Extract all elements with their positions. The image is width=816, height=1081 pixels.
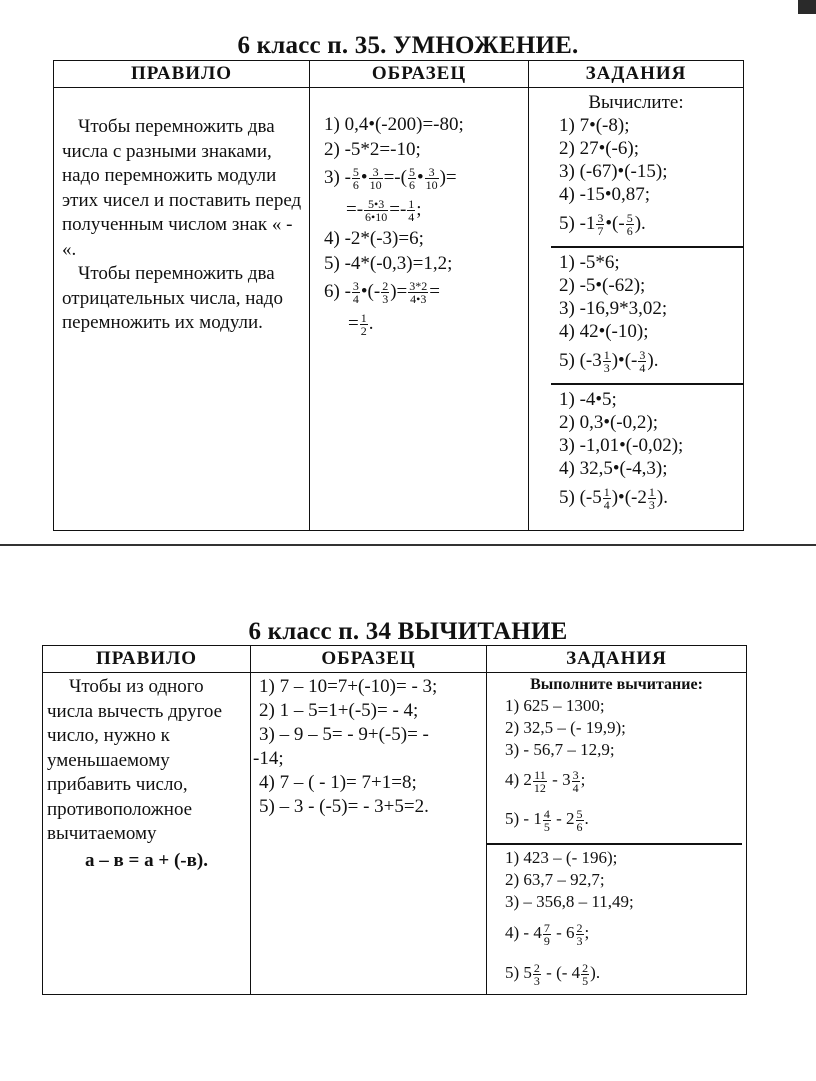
sheet2-g2-task-3: 3) – 356,8 – 11,49;	[505, 892, 634, 911]
sheet1-g1-task-1: 1) 7•(-8);	[559, 115, 630, 136]
sheet1-g2-task-2: 2) -5•(-62);	[559, 275, 646, 296]
sheet2-g2-task-4: 4) - 4 $\frac{7}{9}$ - 6 $\frac{2}{3}$ ;	[505, 920, 590, 948]
sheet2-g1-task-1: 1) 625 – 1300;	[505, 696, 605, 715]
sheet1-g3-task-2: 2) 0,3•(-0,2);	[559, 412, 658, 433]
sheet2-example-2: 2) 1 – 5=1+(-5)= - 4;	[259, 700, 419, 721]
sheet1-g3-task-5: 5) (-5 $\frac{1}{4}$ )•(-2 $\frac{1}{3}$ ).	[559, 485, 668, 513]
sheet2-rule-cell	[43, 673, 251, 995]
sheet1-example-1: 1) 0,4•(-200)=-80;	[324, 114, 464, 135]
sheet2-task-group-2	[487, 843, 742, 993]
sheet2-table	[42, 645, 747, 995]
sheet1-g1-task-3: 3) (-67)•(-15);	[559, 161, 668, 182]
sheet2-header-tasks: ЗАДАНИЯ	[487, 646, 747, 673]
sheet1-g3-task-1: 1) -4•5;	[559, 389, 617, 410]
sheet1-g3-task-3: 3) -1,01•(-0,02);	[559, 435, 684, 456]
sheet1-title: 6 класс п. 35. УМНОЖЕНИЕ.	[237, 32, 579, 59]
sheet1-header-tasks: ЗАДАНИЯ	[529, 61, 744, 88]
sheet2-g2-task-5: 5) 5 $\frac{2}{3}$ - (- 4 $\frac{2}{5}$ ).	[505, 960, 601, 988]
sheet1-example-6: 6) - $\frac{3}{4}$ •(- $\frac{2}{3}$ )= $\frac{3*2}{4•3}$ =	[324, 279, 440, 307]
sheet1-header-rule: ПРАВИЛО	[54, 61, 310, 88]
sheet1-rule-para2: Чтобы перемножить два отрицательных числа, надо перемножить их модули.	[62, 263, 283, 333]
sheet1-g2-task-5: 5) (-3 $\frac{1}{3}$ )•(- $\frac{3}{4}$ ).	[559, 348, 659, 376]
sheet1-g1-task-4: 4) -15•0,87;	[559, 184, 651, 205]
sheet2-example-4: 4) 7 – ( - 1)= 7+1=8;	[259, 772, 417, 793]
sheet1-example-3-cont: =- $\frac{5•3}{6•10}$ =- $\frac{1}{4}$ ;	[346, 197, 422, 225]
sheet2-rule-formula: а – в = а + (-в).	[85, 849, 208, 871]
sheet1-example-3: 3) - $\frac{5}{6}$ • $\frac{3}{10}$ =-( $\frac{5}{6}$ • $\frac{3}{10}$ )=	[324, 165, 457, 193]
sheet1-task-group-2	[551, 246, 743, 383]
sheet1-tasks-cell	[529, 88, 744, 531]
sheet2-g2-task-2: 2) 63,7 – 92,7;	[505, 870, 605, 889]
sheet2-task-group-1	[487, 695, 746, 843]
sheet1-table	[53, 60, 744, 531]
sheet2-g1-task-4: 4) 2 $\frac{11}{12}$ - 3 $\frac{3}{4}$ ;	[505, 767, 586, 795]
sheet1-example-5: 5) -4*(-0,3)=1,2;	[324, 253, 453, 274]
scan-corner-mark	[798, 0, 816, 14]
sheet2-g2-task-1: 1) 423 – (- 196);	[505, 848, 618, 867]
sheet2-g1-task-5: 5) - 1 $\frac{4}{5}$ - 2 $\frac{5}{6}$ .	[505, 806, 589, 834]
sheet2-example-3-cont: -14;	[253, 748, 284, 769]
sheet2-title: 6 класс п. 34 ВЫЧИТАНИЕ	[248, 618, 568, 645]
sheet2-tasks-cell	[487, 673, 747, 995]
sheet1-g2-task-1: 1) -5*6;	[559, 252, 620, 273]
sheet2-example-cell	[251, 673, 487, 995]
sheet1-g3-task-4: 4) 32,5•(-4,3);	[559, 458, 668, 479]
sheet2-example-3: 3) – 9 – 5= - 9+(-5)= -	[259, 724, 429, 745]
sheet1-rule-para1: Чтобы перемножить два числа с разными знаками, надо перемножить модули этих чисел и поставить перед полученным числом знак « - «.	[62, 116, 302, 260]
sheet1-example-6-cont: = $\frac{1}{2}$ .	[348, 311, 374, 339]
sheet1-g1-task-5: 5) -1 $\frac{3}{7}$ •(- $\frac{5}{6}$ ).	[559, 211, 646, 239]
sheet2-g1-task-2: 2) 32,5 – (- 19,9);	[505, 718, 626, 737]
sheet2-example-1: 1) 7 – 10=7+(-10)= - 3;	[259, 676, 438, 697]
sheet1-g2-task-3: 3) -16,9*3,02;	[559, 298, 668, 319]
sheet2-example-5: 5) – 3 - (-5)= - 3+5=2.	[259, 796, 429, 817]
sheet1-example-2: 2) -5*2=-10;	[324, 139, 421, 160]
sheet-divider-line	[0, 544, 816, 546]
sheet2-g1-task-3: 3) - 56,7 – 12,9;	[505, 740, 615, 759]
sheet1-rule-cell	[54, 88, 310, 531]
sheet1-header-example: ОБРАЗЕЦ	[310, 61, 529, 88]
sheet1-task-group-3	[551, 383, 743, 516]
sheet1-g2-task-4: 4) 42•(-10);	[559, 321, 649, 342]
sheet2-rule-text: Чтобы из одного числа вычесть другое число, нужно к уменьшаемому прибавить число, противоположное вычитаемому	[47, 676, 223, 844]
sheet1-task-group-1	[529, 114, 743, 246]
sheet2-tasks-header: Выполните вычитание:	[530, 676, 703, 693]
sheet1-tasks-header: Вычислите:	[588, 92, 684, 113]
sheet2-header-rule: ПРАВИЛО	[43, 646, 251, 673]
sheet1-example-4: 4) -2*(-3)=6;	[324, 228, 424, 249]
sheet1-example-cell	[310, 88, 529, 531]
sheet1-g1-task-2: 2) 27•(-6);	[559, 138, 639, 159]
sheet2-header-example: ОБРАЗЕЦ	[251, 646, 487, 673]
